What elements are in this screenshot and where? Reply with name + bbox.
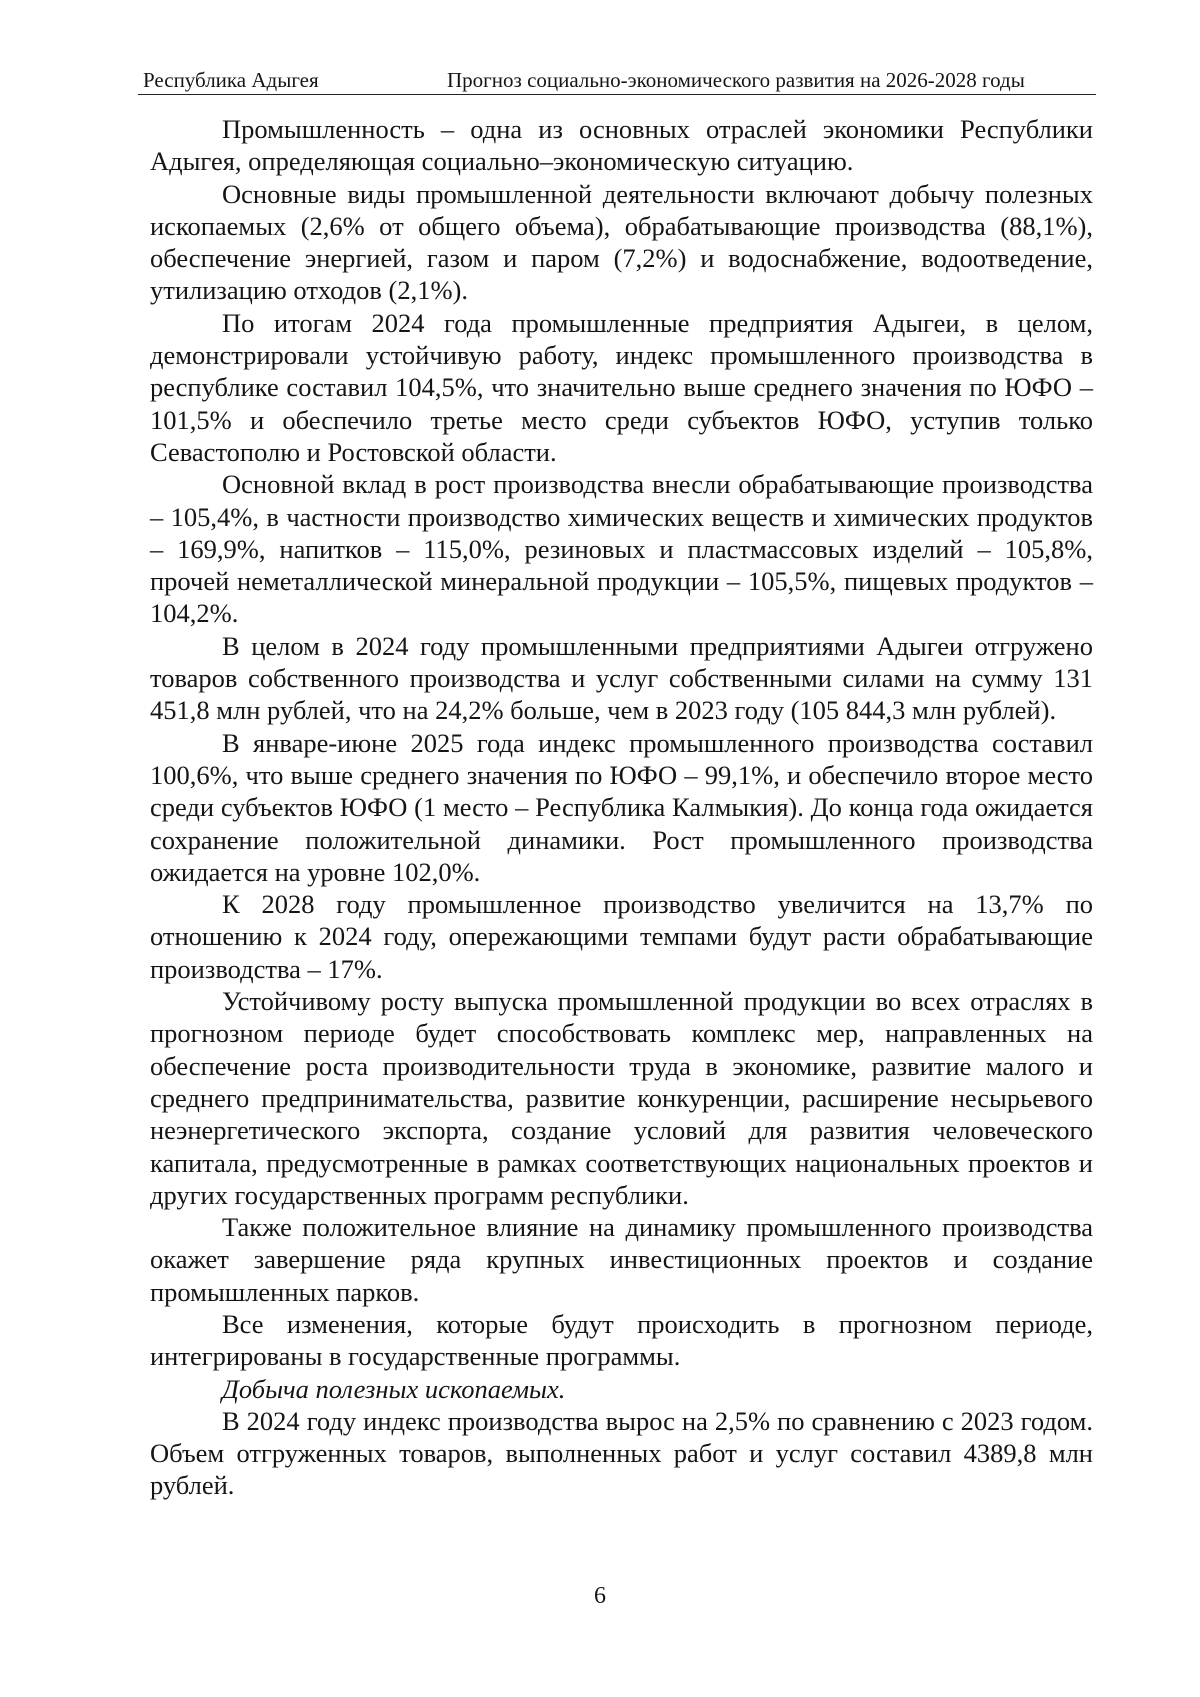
page-header [138, 62, 1096, 95]
header-title: Прогноз социально-экономического развития на 2026-2028 годы [447, 68, 1025, 92]
paragraph-growth-measures: Устойчивому росту выпуска промышленной продукции во всех отраслях в прогнозном периоде будет способствовать комплекс мер, направленных на обеспечение роста производительности труда в экономике, развитие малого и среднего предпринимательства, развитие конкуренции, расширение несырьевого неэнергетического экспорта, создание условий для развития человеческого капитала, предусмотренные в рамках соответствующих национальных проектов и других государственных программ республики. [150, 986, 1093, 1210]
paragraph-2025-index: В январе-июне 2025 года индекс промышленного производства составил 100,6%, что выше среднего значения по ЮФО – 99,1%, и обеспечило второе место среди субъектов ЮФО (1 место – Республика Калмыкия). До конца года ожидается сохранение положительной динамики. Рост промышленного производства ожидается на уровне 102,0%. [150, 727, 1093, 887]
paragraph-2028-forecast: К 2028 году промышленное производство увеличится на 13,7% по отношению к 2024 году, опережающими темпами будут расти обрабатывающие производства – 17%. [150, 889, 1093, 984]
paragraph-industry-structure: Основные виды промышленной деятельности включают добычу полезных ископаемых (2,6% от общего объема), обрабатывающие производства (88,1%), обеспечение энергией, газом и паром (7,2%) и водоснабжение, водоотведение, утилизацию отходов (2,1%). [150, 178, 1093, 306]
document-body [150, 113, 1093, 1502]
paragraph-mining-index: В 2024 году индекс производства вырос на 2,5% по сравнению с 2023 годом. Объем отгруженных товаров, выполненных работ и услуг составил 4389,8 млн рублей. [150, 1405, 1093, 1501]
section-heading-mining: Добыча полезных ископаемых. [222, 1373, 566, 1404]
paragraph-2024-results: По итогам 2024 года промышленные предприятия Адыгеи, в целом, демонстрировали устойчивую работу, индекс промышленного производства в республике составил 104,5%, что значительно выше среднего значения по ЮФО – 101,5% и обеспечило третье место среди субъектов ЮФО, уступив только Севастополю и Ростовской области. [150, 307, 1093, 467]
header-region: Республика Адыгея [143, 68, 319, 92]
paragraph-manufacturing-contribution: Основной вклад в рост производства внесли обрабатывающие производства – 105,4%, в частности производство химических веществ и химических продуктов – 169,9%, напитков – 115,0%, резиновых и пластмассовых изделий – 105,8%, прочей неметаллической минеральной продукции – 105,5%, пищевых продуктов – 104,2%. [150, 469, 1093, 629]
paragraph-state-programs: Все изменения, которые будут происходить в прогнозном периоде, интегрированы в государственные программы. [150, 1308, 1093, 1372]
page-number: 6 [594, 1583, 606, 1609]
paragraph-shipped-goods: В целом в 2024 году промышленными предприятиями Адыгеи отгружено товаров собственного производства и услуг собственными силами на сумму 131 451,8 млн рублей, что на 24,2% больше, чем в 2023 году (105 844,3 млн рублей). [150, 630, 1093, 726]
paragraph-industry-intro: Промышленность – одна из основных отраслей экономики Республики Адыгея, определяющая социально–экономическую ситуацию. [150, 114, 1093, 177]
paragraph-investment-projects: Также положительное влияние на динамику промышленного производства окажет завершение ряда крупных инвестиционных проектов и создание промышленных парков. [150, 1212, 1093, 1307]
